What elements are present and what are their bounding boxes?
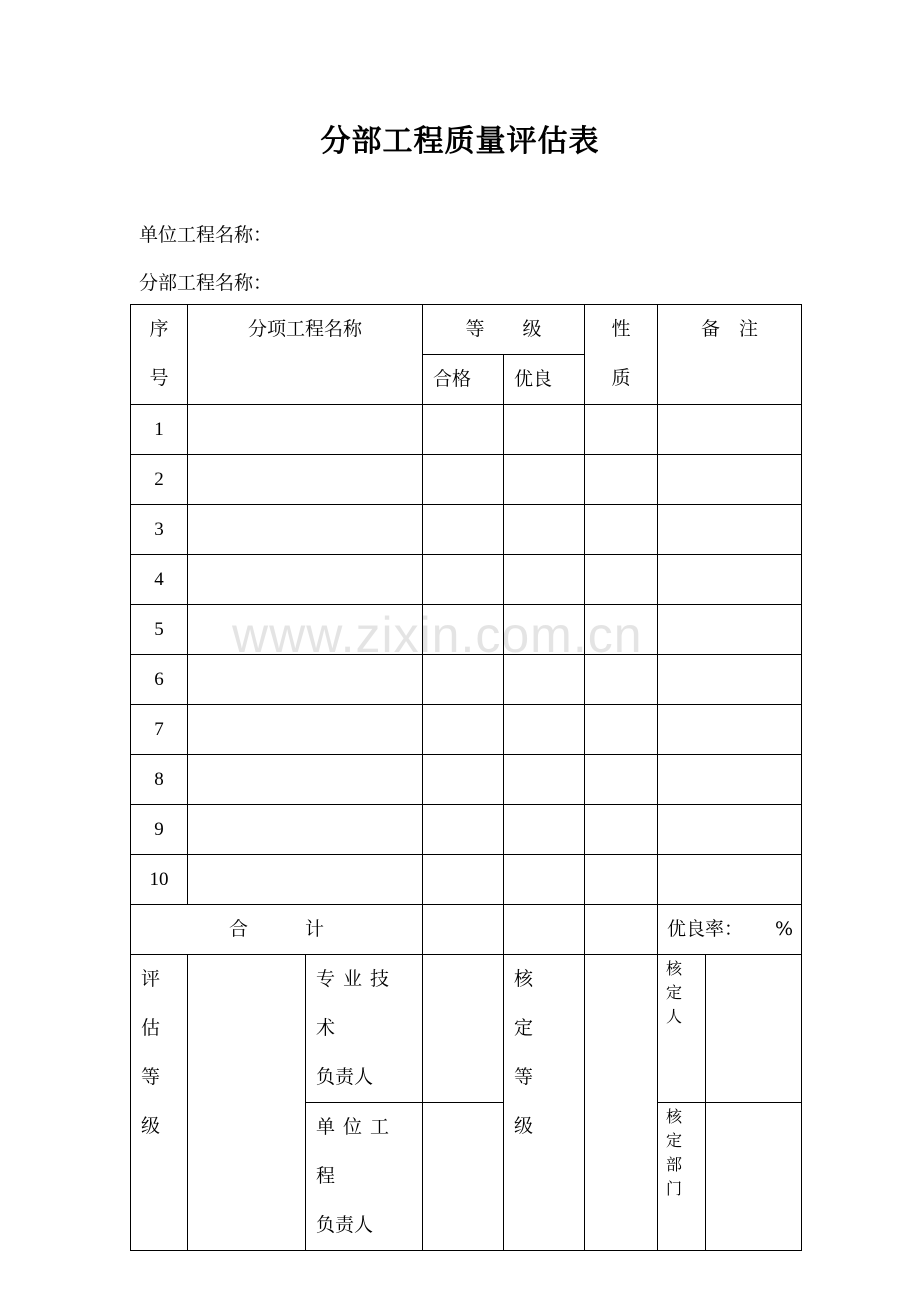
table-row: [131, 755, 802, 805]
cell-pass[interactable]: [423, 405, 504, 455]
row-number: 5: [131, 605, 188, 655]
watermark: www.zixin.com.cn: [232, 607, 643, 663]
table-row: [131, 455, 802, 505]
row-number: 8: [131, 755, 188, 805]
cell-remark[interactable]: [658, 705, 802, 755]
row-number: 6: [131, 655, 188, 705]
good-rate-cell[interactable]: [658, 905, 802, 955]
evaluation-table: [130, 304, 802, 1251]
cell-good[interactable]: [504, 705, 585, 755]
cell-nature[interactable]: [585, 705, 658, 755]
table-row: [131, 655, 802, 705]
verifier-label: 核 定 人: [658, 955, 706, 1103]
table-row: [131, 405, 802, 455]
header-nature: 性 质: [585, 305, 658, 405]
table-row: [131, 855, 802, 905]
total-row: [131, 905, 802, 955]
cell-pass[interactable]: [423, 455, 504, 505]
cell-name[interactable]: [188, 855, 423, 905]
table-row: [131, 555, 802, 605]
cell-name[interactable]: [188, 805, 423, 855]
cell-good[interactable]: [504, 855, 585, 905]
cell-good[interactable]: [504, 755, 585, 805]
cell-nature[interactable]: [585, 755, 658, 805]
row-number: 9: [131, 805, 188, 855]
sub-project-label: 分部工程名称：: [139, 272, 273, 294]
total-pass[interactable]: [423, 905, 504, 955]
cell-remark[interactable]: [658, 805, 802, 855]
table-row: [131, 805, 802, 855]
eval-grade-value[interactable]: [188, 955, 306, 1251]
cell-good[interactable]: [504, 505, 585, 555]
cell-remark[interactable]: [658, 505, 802, 555]
cell-pass[interactable]: [423, 655, 504, 705]
verify-dept-label: 核 定 部 门: [658, 1103, 706, 1251]
header-good: 优良: [504, 355, 585, 405]
header-grade: 等 级: [423, 305, 585, 355]
tech-lead-label: 专业技术 负责人: [306, 955, 423, 1103]
cell-nature[interactable]: [585, 505, 658, 555]
eval-row-1: [131, 955, 802, 1103]
table-row: [131, 505, 802, 555]
table-row: [131, 605, 802, 655]
page-title: 分部工程质量评估表: [320, 124, 600, 159]
cell-pass[interactable]: [423, 805, 504, 855]
verify-dept-value[interactable]: [706, 1103, 802, 1251]
header-seq: 序 号: [131, 305, 188, 405]
row-number: 10: [131, 855, 188, 905]
cell-name[interactable]: [188, 605, 423, 655]
cell-name[interactable]: [188, 455, 423, 505]
eval-grade-label: 评 估 等 级: [131, 955, 188, 1251]
cell-remark[interactable]: [658, 405, 802, 455]
cell-pass[interactable]: [423, 855, 504, 905]
cell-pass[interactable]: [423, 505, 504, 555]
cell-good[interactable]: [504, 605, 585, 655]
header-row-1: [131, 305, 802, 355]
header-pass: 合格: [423, 355, 504, 405]
cell-remark[interactable]: [658, 655, 802, 705]
cell-pass[interactable]: [423, 755, 504, 805]
total-label: 合 计: [131, 905, 423, 955]
total-nature[interactable]: [585, 905, 658, 955]
verifier-value[interactable]: [706, 955, 802, 1103]
cell-good[interactable]: [504, 805, 585, 855]
unit-project-label: 单位工程名称：: [139, 224, 273, 246]
row-number: 4: [131, 555, 188, 605]
cell-nature[interactable]: [585, 455, 658, 505]
cell-nature[interactable]: [585, 655, 658, 705]
tech-lead-value[interactable]: [423, 955, 504, 1103]
verified-grade-label: 核 定 等 级: [504, 955, 585, 1251]
row-number: 7: [131, 705, 188, 755]
cell-remark[interactable]: [658, 605, 802, 655]
cell-pass[interactable]: [423, 605, 504, 655]
cell-nature[interactable]: [585, 605, 658, 655]
cell-remark[interactable]: [658, 755, 802, 805]
cell-name[interactable]: [188, 405, 423, 455]
cell-remark[interactable]: [658, 455, 802, 505]
row-number: 1: [131, 405, 188, 455]
table-row: [131, 705, 802, 755]
cell-nature[interactable]: [585, 855, 658, 905]
cell-name[interactable]: [188, 655, 423, 705]
good-rate-unit: %: [774, 918, 794, 940]
cell-name[interactable]: [188, 505, 423, 555]
total-good[interactable]: [504, 905, 585, 955]
cell-good[interactable]: [504, 405, 585, 455]
cell-good[interactable]: [504, 655, 585, 705]
verified-grade-value[interactable]: [585, 955, 658, 1251]
row-number: 2: [131, 455, 188, 505]
header-name: 分项工程名称: [188, 305, 423, 405]
good-rate-label: 优良率：: [667, 918, 744, 940]
cell-name[interactable]: [188, 705, 423, 755]
cell-name[interactable]: [188, 755, 423, 805]
row-number: 3: [131, 505, 188, 555]
cell-nature[interactable]: [585, 405, 658, 455]
cell-name[interactable]: [188, 555, 423, 605]
cell-pass[interactable]: [423, 705, 504, 755]
cell-pass[interactable]: [423, 555, 504, 605]
header-remark: 备 注: [658, 305, 802, 405]
cell-nature[interactable]: [585, 555, 658, 605]
unit-lead-value[interactable]: [423, 1103, 504, 1251]
cell-good[interactable]: [504, 455, 585, 505]
cell-nature[interactable]: [585, 805, 658, 855]
cell-good[interactable]: [504, 555, 585, 605]
cell-remark[interactable]: [658, 555, 802, 605]
unit-lead-label: 单位工程 负责人: [306, 1103, 423, 1251]
cell-remark[interactable]: [658, 855, 802, 905]
